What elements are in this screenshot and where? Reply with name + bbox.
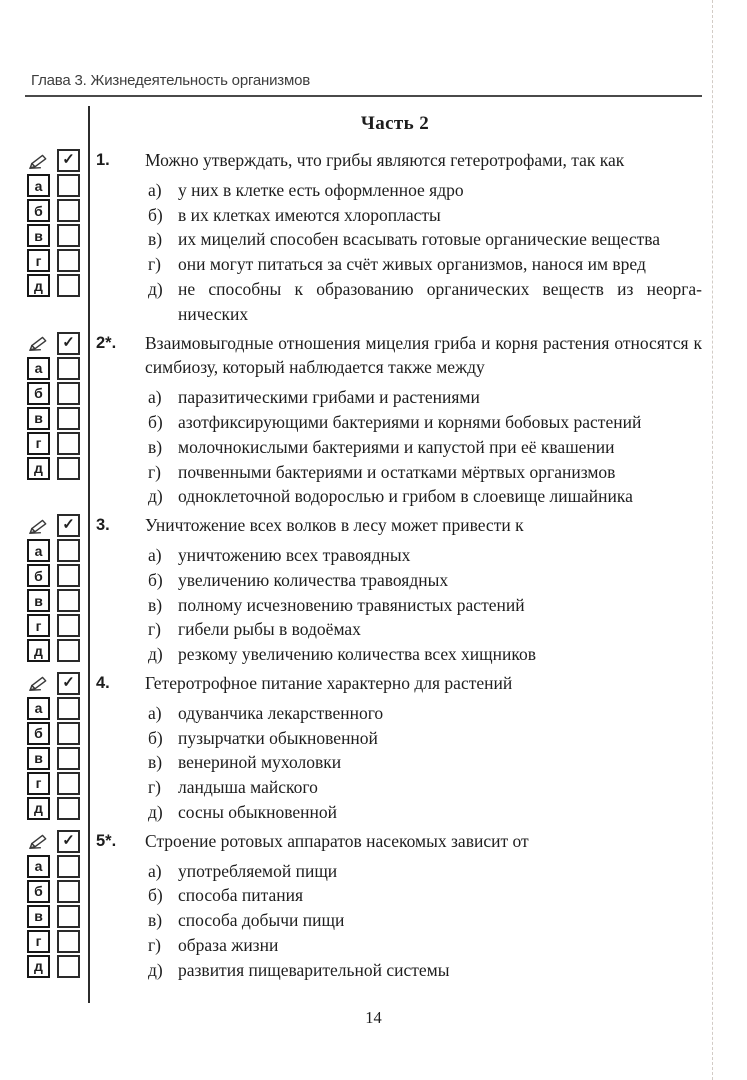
answer-status-checkbox[interactable]: ✓ (57, 332, 80, 355)
option-text: они могут питаться за счёт живых организмов, нанося им вред (178, 254, 646, 275)
option-text: способа питания (178, 885, 304, 906)
options-list (88, 859, 702, 983)
running-header: Глава 3. Жизнедеятельность организмов (31, 72, 311, 89)
question-block (0, 829, 747, 983)
page-number: 14 (365, 1008, 382, 1027)
answer-checkbox[interactable] (57, 697, 80, 720)
margin-header-row (27, 149, 88, 172)
option-row (148, 203, 702, 228)
answer-checkbox[interactable] (57, 357, 80, 380)
option-text: молочнокислыми бактериями и капустой при её квашении (178, 436, 615, 457)
question-head (88, 829, 702, 854)
answer-status-checkbox[interactable]: ✓ (57, 830, 80, 853)
answer-letter-box: д (27, 955, 50, 978)
option-text: гибели рыбы в водоёмах (178, 619, 361, 640)
option-letter: д) (148, 486, 163, 507)
answer-checkbox[interactable] (57, 539, 80, 562)
answer-status-checkbox[interactable]: ✓ (57, 672, 80, 695)
question-text: Строение ротовых аппаратов насекомых зависит от (145, 830, 529, 851)
answer-letter-box: б (27, 382, 50, 405)
header-rule (25, 95, 702, 97)
option-letter: б) (148, 569, 163, 590)
option-text: венериной мухоловки (178, 752, 342, 773)
option-letter: г) (148, 619, 162, 640)
answer-letter-box: б (27, 722, 50, 745)
option-letter: б) (148, 411, 163, 432)
options-list (88, 178, 702, 327)
option-row (148, 642, 702, 667)
answer-letter-box: а (27, 855, 50, 878)
option-text: у них в клетке есть оформленное ядро (178, 179, 464, 200)
option-row (148, 410, 702, 435)
page-content (0, 108, 747, 987)
margin-answer-row (27, 880, 88, 903)
question-text: Можно утверждать, что грибы являются гетеротрофами, так как (145, 150, 625, 170)
answer-letter-box: г (27, 930, 50, 953)
question-block (0, 331, 747, 510)
answer-letter-box: б (27, 199, 50, 222)
option-row (148, 933, 702, 958)
question-text: Взаимовыгодные отношения мицелия гриба и корня растения относятся к симбиозу, который наблюдается также между (145, 332, 702, 378)
margin-answer-row (27, 564, 88, 587)
option-text: одноклеточной водорослью и грибом в слоевище лишайника (178, 486, 633, 507)
answer-margin (0, 148, 88, 327)
answer-letter-box: д (27, 797, 50, 820)
answer-checkbox[interactable] (57, 722, 80, 745)
margin-answer-row (27, 249, 88, 272)
margin-answer-row (27, 357, 88, 380)
margin-header-row (27, 830, 88, 853)
answer-checkbox[interactable] (57, 564, 80, 587)
pencil-icon (27, 830, 50, 853)
margin-answer-row (27, 905, 88, 928)
margin-answer-row (27, 797, 88, 820)
pencil-icon (27, 672, 50, 695)
option-letter: б) (148, 885, 163, 906)
option-row (148, 908, 702, 933)
answer-checkbox[interactable] (57, 432, 80, 455)
option-letter: в) (148, 752, 163, 773)
option-letter: а) (148, 544, 162, 565)
option-row (148, 750, 702, 775)
option-row (148, 775, 702, 800)
pencil-icon (27, 514, 50, 537)
question-head (88, 513, 702, 538)
margin-answer-row (27, 224, 88, 247)
option-text: употребляемой пищи (178, 860, 338, 881)
option-row (148, 252, 702, 277)
margin-answer-row (27, 407, 88, 430)
answer-letter-box: б (27, 564, 50, 587)
question-block (0, 671, 747, 825)
answer-letter-box: г (27, 249, 50, 272)
question-body (88, 148, 747, 327)
options-list (88, 543, 702, 667)
option-text: паразитическими грибами и растениями (178, 387, 480, 408)
option-letter: б) (148, 727, 163, 748)
answer-letter-box: д (27, 457, 50, 480)
option-row (148, 593, 702, 618)
margin-answer-row (27, 199, 88, 222)
question-head (88, 671, 702, 696)
margin-header-row (27, 672, 88, 695)
answer-letter-box: д (27, 274, 50, 297)
question-number: 3. (96, 516, 110, 535)
answer-checkbox[interactable] (57, 589, 80, 612)
answer-letter-box: а (27, 357, 50, 380)
option-letter: д) (148, 959, 163, 980)
answer-letter-box: в (27, 747, 50, 770)
option-letter: д) (148, 278, 163, 299)
question-number: 1. (96, 151, 110, 169)
option-text: не способны к образованию органических веществ из неорганических (178, 278, 702, 324)
answer-margin (0, 513, 88, 667)
option-text: увеличению количества травоядных (178, 569, 449, 590)
margin-header-row (27, 514, 88, 537)
option-letter: в) (148, 594, 163, 615)
margin-answer-row (27, 274, 88, 297)
answer-margin (0, 331, 88, 510)
answer-letter-box: в (27, 224, 50, 247)
answer-checkbox[interactable] (57, 249, 80, 272)
answer-checkbox[interactable] (57, 772, 80, 795)
answer-letter-box: г (27, 432, 50, 455)
answer-checkbox[interactable] (57, 905, 80, 928)
option-letter: а) (148, 387, 162, 408)
margin-answer-row (27, 174, 88, 197)
answer-checkbox[interactable] (57, 174, 80, 197)
option-row (148, 800, 702, 825)
answer-letter-box: а (27, 697, 50, 720)
option-text: полному исчезновению травянистых растений (178, 594, 525, 615)
answer-letter-box: в (27, 905, 50, 928)
option-row (148, 484, 702, 509)
answer-checkbox[interactable] (57, 382, 80, 405)
option-text: их мицелий способен всасывать готовые органические вещества (178, 229, 661, 250)
option-text: в их клетках имеются хлоропласты (178, 204, 441, 225)
option-row (148, 568, 702, 593)
option-letter: б) (148, 204, 163, 225)
option-text: способа добычи пищи (178, 910, 345, 931)
pencil-icon (27, 149, 50, 172)
answer-letter-box: а (27, 174, 50, 197)
answer-margin (0, 671, 88, 825)
question-body (88, 671, 747, 825)
answer-margin (0, 829, 88, 983)
option-text: развития пищеварительной системы (178, 959, 450, 980)
option-row (148, 617, 702, 642)
questions (0, 148, 747, 983)
answer-letter-box: г (27, 614, 50, 637)
question-number: 5*. (96, 831, 117, 850)
question-text: Уничтожение всех волков в лесу может привести к (145, 515, 524, 536)
option-text: одуванчика лекарственного (178, 702, 384, 723)
option-letter: а) (148, 179, 162, 200)
option-letter: г) (148, 254, 162, 275)
answer-checkbox[interactable] (57, 930, 80, 953)
option-row (148, 859, 702, 884)
option-letter: а) (148, 702, 162, 723)
option-letter: а) (148, 860, 162, 881)
answer-checkbox[interactable] (57, 457, 80, 480)
margin-answer-row (27, 382, 88, 405)
answer-status-checkbox[interactable]: ✓ (57, 149, 80, 172)
part-title: Часть 2 (360, 113, 430, 134)
option-text: ландыша майского (178, 777, 318, 798)
margin-answer-row (27, 955, 88, 978)
option-text: сосны обыкновенной (178, 801, 338, 822)
margin-answer-row (27, 589, 88, 612)
option-row (148, 726, 702, 751)
margin-answer-row (27, 432, 88, 455)
answer-letter-box: б (27, 880, 50, 903)
question-block (0, 148, 747, 327)
answer-letter-box: г (27, 772, 50, 795)
question-body (88, 829, 747, 983)
question-head (88, 148, 702, 173)
answer-checkbox[interactable] (57, 407, 80, 430)
margin-header-row (27, 332, 88, 355)
option-row (148, 883, 702, 908)
option-text: азотфиксирующими бактериями и корнями бобовых растений (178, 411, 642, 432)
option-row (148, 385, 702, 410)
option-row (148, 543, 702, 568)
options-list (88, 701, 702, 825)
option-row (148, 435, 702, 460)
question-number: 4. (96, 673, 110, 692)
answer-checkbox[interactable] (57, 614, 80, 637)
answer-letter-box: в (27, 589, 50, 612)
answer-status-checkbox[interactable]: ✓ (57, 514, 80, 537)
answer-checkbox[interactable] (57, 274, 80, 297)
question-number: 2*. (96, 333, 117, 352)
option-text: пузырчатки обыкновенной (178, 727, 378, 748)
option-text: почвенными бактериями и остатками мёртвых организмов (178, 461, 616, 482)
option-letter: в) (148, 436, 163, 457)
margin-answer-row (27, 697, 88, 720)
option-letter: г) (148, 461, 162, 482)
margin-answer-row (27, 639, 88, 662)
option-letter: в) (148, 910, 163, 931)
option-text: резкому увеличению количества всех хищников (178, 644, 536, 665)
margin-answer-row (27, 930, 88, 953)
option-letter: г) (148, 777, 162, 798)
answer-checkbox[interactable] (57, 855, 80, 878)
option-row (148, 178, 702, 203)
margin-answer-row (27, 539, 88, 562)
option-row (148, 958, 702, 983)
option-letter: д) (148, 644, 163, 665)
margin-answer-row (27, 722, 88, 745)
answer-letter-box: д (27, 639, 50, 662)
question-block (0, 513, 747, 667)
option-letter: д) (148, 801, 163, 822)
option-row (148, 277, 702, 327)
answer-letter-box: в (27, 407, 50, 430)
option-row (148, 701, 702, 726)
question-text: Гетеротрофное питание характерно для растений (145, 672, 513, 693)
margin-answer-row (27, 747, 88, 770)
answer-letter-box: а (27, 539, 50, 562)
option-row (148, 460, 702, 485)
question-body (88, 513, 747, 667)
question-body (88, 331, 747, 510)
answer-checkbox[interactable] (57, 639, 80, 662)
answer-checkbox[interactable] (57, 880, 80, 903)
question-head (88, 331, 702, 381)
answer-checkbox[interactable] (57, 224, 80, 247)
options-list (88, 385, 702, 509)
option-row (148, 227, 702, 252)
option-letter: в) (148, 229, 163, 250)
option-text: образа жизни (178, 934, 279, 955)
margin-answer-row (27, 855, 88, 878)
option-text: уничтожению всех травоядных (178, 544, 411, 565)
margin-answer-row (27, 614, 88, 637)
answer-checkbox[interactable] (57, 747, 80, 770)
answer-checkbox[interactable] (57, 955, 80, 978)
margin-answer-row (27, 457, 88, 480)
margin-answer-row (27, 772, 88, 795)
option-letter: г) (148, 934, 162, 955)
pencil-icon (27, 332, 50, 355)
answer-checkbox[interactable] (57, 797, 80, 820)
answer-checkbox[interactable] (57, 199, 80, 222)
